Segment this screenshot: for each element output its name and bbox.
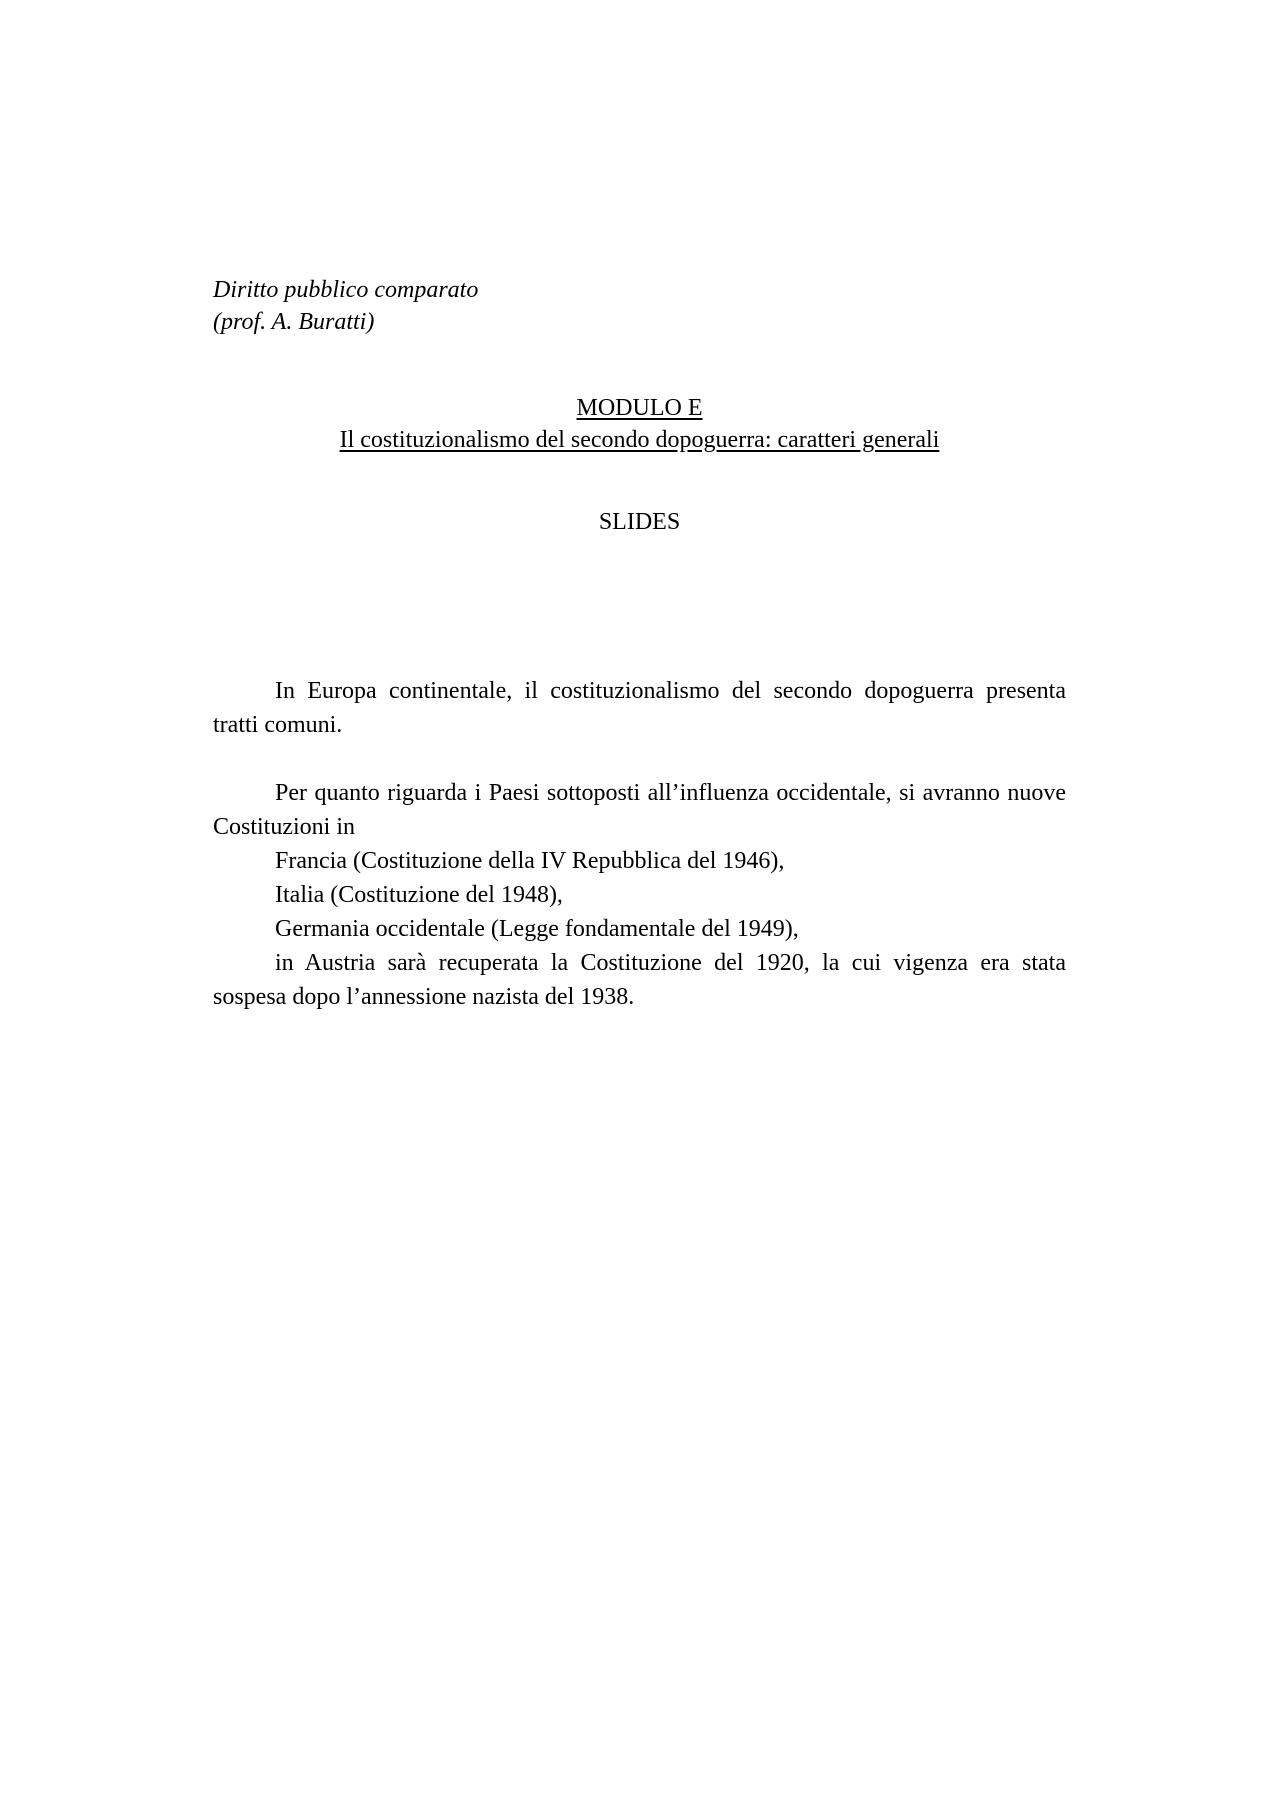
constitution-item-italy: Italia (Costituzione del 1948), — [275, 882, 563, 908]
constitution-item-france: Francia (Costituzione della IV Repubblica del 1946), — [275, 848, 785, 874]
professor-name: (prof. A. Buratti) — [213, 309, 375, 335]
intro-paragraph: In Europa continentale, il costituzionalismo del secondo dopoguerra presenta tratti comuni. — [213, 678, 1066, 738]
intro-paragraph-block — [213, 674, 1066, 742]
module-label: MODULO E — [576, 395, 703, 421]
module-heading — [213, 392, 1066, 456]
western-paragraph-block — [213, 776, 1066, 1014]
module-subtitle: Il costituzionalismo del secondo dopoguerra: caratteri generali — [339, 427, 940, 453]
constitution-item-germany: Germania occidentale (Legge fondamentale del 1949), — [275, 916, 799, 942]
course-header — [213, 274, 813, 338]
slides-label: SLIDES — [598, 509, 681, 535]
course-title: Diritto pubblico comparato — [213, 277, 479, 303]
western-paragraph: Per quanto riguarda i Paesi sottoposti all’influenza occidentale, si avranno nuove Costituzioni in — [213, 780, 1066, 840]
constitution-item-austria: in Austria sarà recuperata la Costituzione del 1920, la cui vigenza era stata sospesa dopo l’annessione nazista del 1938. — [213, 950, 1066, 1010]
